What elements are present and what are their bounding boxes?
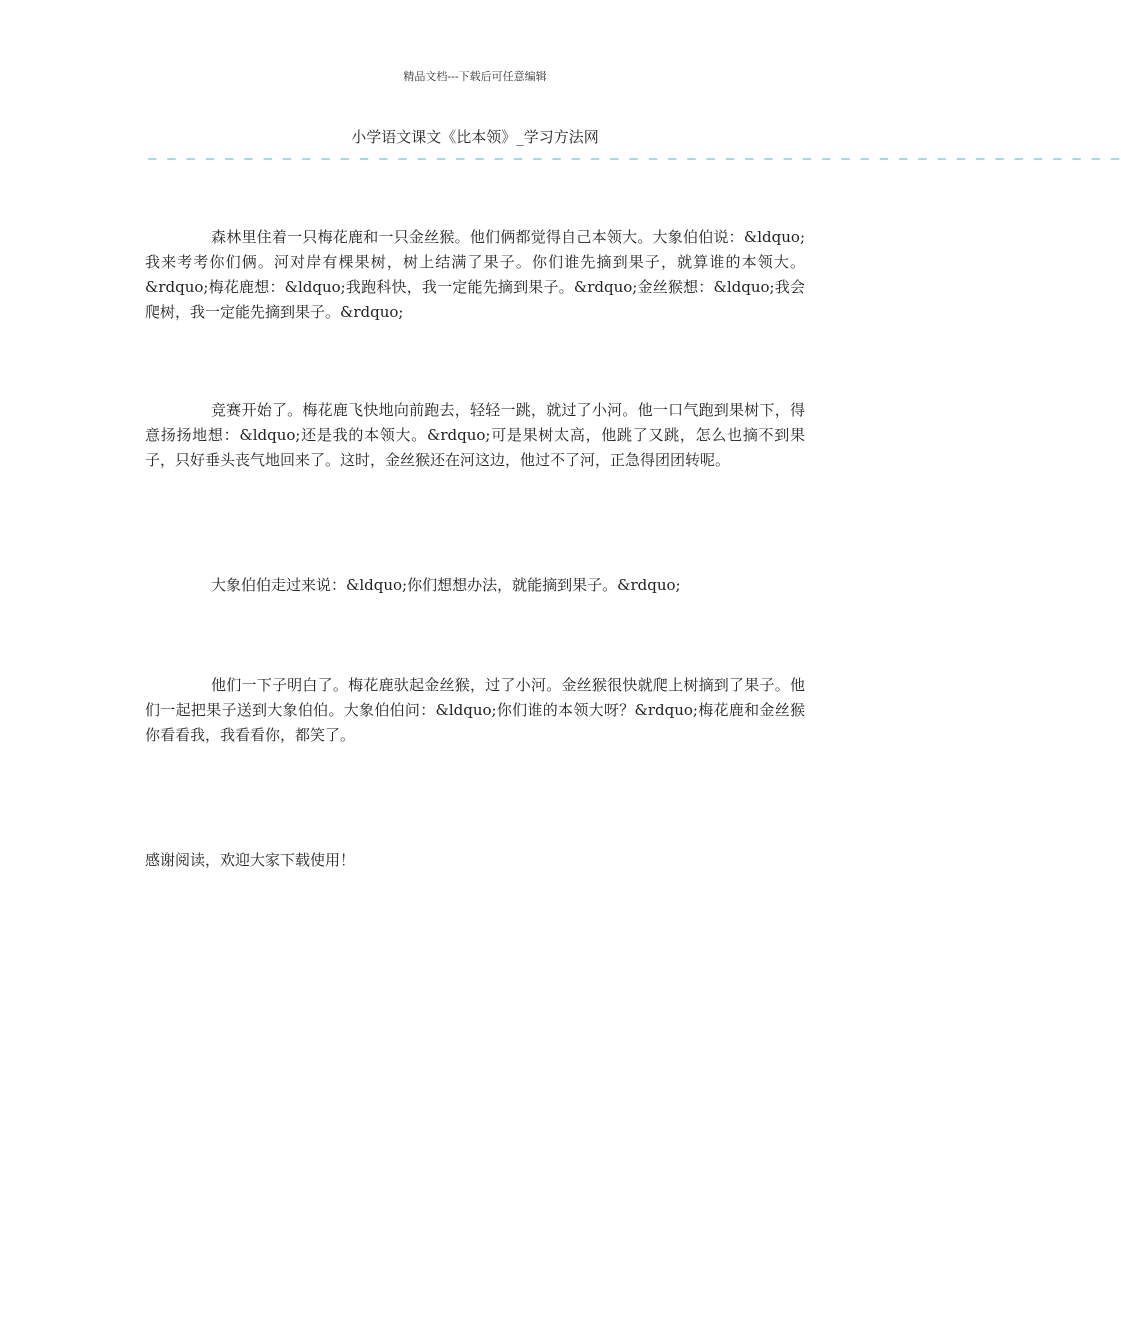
paragraph-2: 竞赛开始了。梅花鹿飞快地向前跑去，轻轻一跳，就过了小河。他一口气跑到果树下，得意扬扬地想：&ldquo;还是我的本领大。&rdquo;可是果树太高，他跳了又跳，怎么也摘不到果子，只好垂头丧气地回来了。这时，金丝猴还在河这边，他过不了河，正急得团团转呢。	[145, 401, 805, 469]
header-note: 精品文档---下载后可任意编辑	[403, 70, 547, 83]
title-divider: — — — — — — — — — — — — — — — — — — — — — — — — — — — — — — — — — — — — — — — — — — — — — — — — — — —	[148, 151, 1121, 167]
paragraph-3: 大象伯伯走过来说：&ldquo;你们想想办法，就能摘到果子。&rdquo;	[211, 576, 681, 594]
closing-note: 感谢阅读，欢迎大家下载使用！	[145, 851, 356, 869]
paragraph-4: 他们一下子明白了。梅花鹿驮起金丝猴，过了小河。金丝猴很快就爬上树摘到了果子。他们一起把果子送到大象伯伯。大象伯伯问：&ldquo;你们谁的本领大呀？&rdquo;梅花鹿和金丝猴你看看我，我看看你，都笑了。	[145, 676, 805, 744]
document-title: 小学语文课文《比本领》_学习方法网	[351, 128, 599, 146]
paragraph-1: 森林里住着一只梅花鹿和一只金丝猴。他们俩都觉得自己本领大。大象伯伯说：&ldquo;我来考考你们俩。河对岸有棵果树，树上结满了果子。你们谁先摘到果子，就算谁的本领大。&rdquo;梅花鹿想：&ldquo;我跑科快，我一定能先摘到果子。&rdquo;金丝猴想：&ldquo;我会爬树，我一定能先摘到果子。&rdquo;	[145, 228, 805, 321]
